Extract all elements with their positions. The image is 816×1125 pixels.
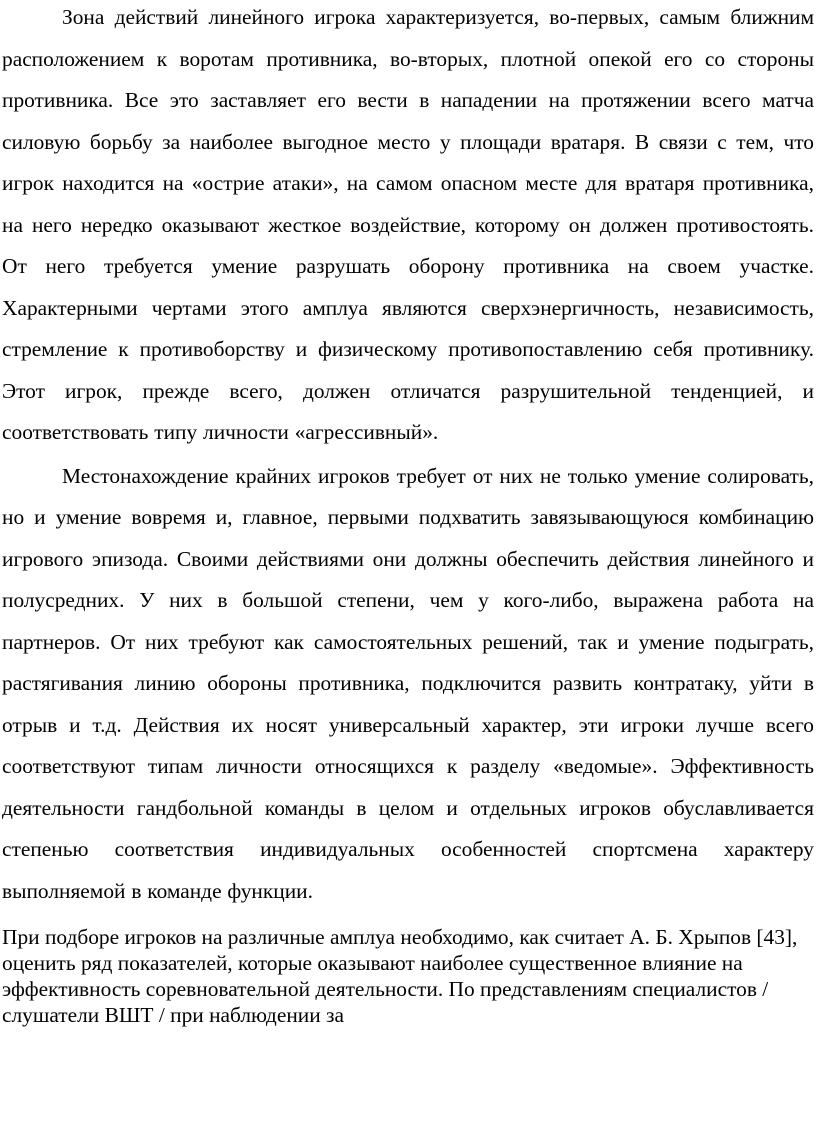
paragraph-wing-players: Местонахождение крайних игроков требует от них не только умение солировать, но и умение вовремя и, главное, первыми подхватить завязывающуюся комбинацию игрового эпизода. Своими действиями они должны обеспечить действия линейного и полусредних. У них в большой степени, чем у кого-либо, выражена работа на партнеров. От них требуют как самостоятельных решений, так и умение подыграть, растягивания линию обороны противника, подключится развить контратаку, уйти в отрыв и т.д. Действия их носят универсальный характер, эти игроки лучше всего соответствуют типам личности относящихся к разделу «ведомые». Эффективность деятельности гандбольной команды в целом и отдельных игроков обуславливается степенью соответствия индивидуальных особенностей спортсмена характеру выполняемой в команде функции. — [2, 463, 814, 903]
paragraph-line-player: Зона действий линейного игрока характеризуется, во-первых, самым ближним расположением к воротам противника, во-вторых, плотной опекой его со стороны противника. Все это заставляет его вести в нападении на протяжении всего матча силовую борьбу за наиболее выгодное место у площади вратаря. В связи с тем, что игрок находится на «острие атаки», на самом опасном месте для вратаря противника, на него нередко оказывают жесткое воздействие, которому он должен противостоять. От него требуется умение разрушать оборону противника на своем участке. Характерными чертами этого амплуа являются сверхэнергичность, независимость, стремление к противоборству и физическому противопоставлению себя противнику. Этот игрок, прежде всего, должен отличатся разрушительной тенденцией, и соответствовать типу личности «агрессивный». — [2, 5, 814, 444]
paragraph-player-selection: При подборе игроков на различные амплуа необходимо, как считает А. Б. Хрыпов [43], оценить ряд показателей, которые оказывают наиболее существенное влияние на эффективность соревновательной деятельности. По представлениям специалистов / слушатели ВШТ / при наблюдении за — [2, 925, 798, 1027]
